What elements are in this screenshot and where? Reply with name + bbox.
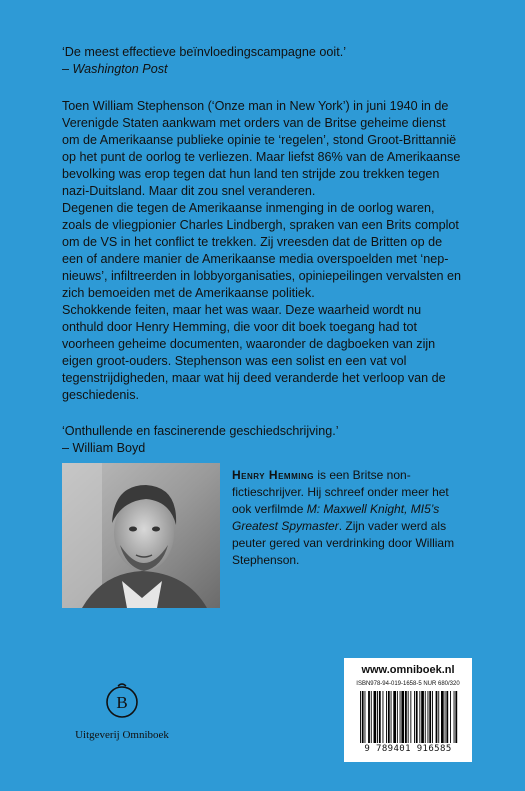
barcode-bar	[374, 691, 377, 743]
barcode-bar	[419, 691, 420, 743]
barcode-bar	[360, 691, 361, 743]
logo-letter: B	[116, 693, 128, 712]
barcode-bar	[362, 691, 364, 743]
blurb-body	[62, 98, 462, 404]
author-name: Henry Hemming	[232, 468, 314, 482]
barcode-bar	[410, 691, 411, 743]
barcode-bar	[371, 691, 372, 743]
barcode-bar	[421, 691, 424, 743]
top-quote-text: ‘De meest effectieve beïnvloedingscampagne ooit.’	[62, 45, 346, 59]
barcode-bar	[365, 691, 366, 743]
barcode-bar	[445, 691, 446, 743]
barcode-bar	[383, 691, 384, 743]
publisher-url: www.omniboek.nl	[361, 664, 455, 676]
barcode-bar	[416, 691, 418, 743]
barcode-bar	[368, 691, 370, 743]
barcode-digits: 9 789401 916585	[364, 744, 452, 754]
review-quote	[62, 423, 482, 457]
barcode-bar	[400, 691, 401, 743]
review-quote-source: – William Boyd	[62, 441, 146, 455]
barcode-bar	[446, 691, 448, 743]
barcode-bar	[429, 691, 431, 743]
publisher-logo	[62, 680, 182, 741]
barcode-bar	[408, 691, 409, 743]
barcode-bar	[438, 691, 439, 743]
barcode-bar	[401, 691, 404, 743]
author-bio-text-1: is een Britse non-fictieschrijver. Hij schreef onder meer het ook verfilmde	[232, 468, 449, 516]
blurb-paragraph-3: Schokkende feiten, maar het was waar. Deze waarheid wordt nu onthuld door Henry Hemming, die voor dit boek toegang had tot voorheen geheime documenten, waaronder de dagboeken van zijn eigen groot-ouders. Stephenson was een solist en een vat vol tegenstrijdigheden, maar wat hij deed veranderde het verloop van de geschiedenis.	[62, 303, 446, 402]
isbn-line: ISBN978-94-019-1658-5 NUR 680/320	[356, 681, 460, 687]
author-bio	[232, 467, 462, 569]
barcode-bar	[428, 691, 429, 743]
blurb-paragraph-2: Degenen die tegen de Amerikaanse inmenging in de oorlog waren, zoals de vliegpionier Charles Lindbergh, spraken van een Brits complot om de VS in het conflict te trekken. Zij vreesden dat de Britten op de een of andere manier de Amerikaanse media overspoelden met ‘nep-nieuws’, infiltreerden in lobbyorganisaties, opiniepeilingen vervalsten en zich bemoeiden met de Amerikaanse politiek.	[62, 201, 462, 300]
barcode-bar	[388, 691, 390, 743]
barcode-bar	[436, 691, 438, 743]
barcode-bar	[405, 691, 407, 743]
barcode-bar	[386, 691, 387, 743]
barcode-bar	[425, 691, 426, 743]
barcode-bar	[455, 691, 457, 743]
top-quote-dash: –	[62, 62, 73, 76]
top-quote-source-name: Washington Post	[72, 62, 168, 76]
author-photo	[62, 463, 220, 608]
barcode-bar	[441, 691, 444, 743]
barcode-bar	[414, 691, 415, 743]
author-portrait-image	[62, 463, 220, 608]
barcode-box	[344, 658, 472, 762]
barcode-bar	[450, 691, 451, 743]
barcode-image	[358, 691, 458, 743]
author-bio-text-2: . Zijn vader werd als peuter gered van verdrinking door William Stephenson.	[232, 519, 455, 567]
author-book-title: M: Maxwell Knight, MI5’s Greatest Spymaster	[232, 502, 440, 533]
barcode-bar	[377, 691, 378, 743]
publisher-name: Uitgeverij Omniboek	[75, 729, 169, 741]
barcode-bar	[391, 691, 392, 743]
review-quote-text: ‘Onthullende en fascinerende geschiedschrijving.’	[62, 424, 339, 438]
barcode-bar	[397, 691, 398, 743]
barcode-bar	[379, 691, 381, 743]
top-quote	[62, 44, 482, 78]
barcode-bar	[432, 691, 433, 743]
barcode-bar	[454, 691, 455, 743]
blurb-paragraph-1: Toen William Stephenson (‘Onze man in New York’) in juni 1940 in de Verenigde Staten aankwam met orders van de Britse geheime dienst om de Amerikaanse publieke opinie te ‘regelen’, stond Groot-Brittannië op het punt de oorlog te verliezen. Maar liefst 86% van de Amerikaanse bevolking was erop tegen dat hun land ten strijde zou trekken tegen nazi-Duitsland. Maar dit zou snel veranderen.	[62, 99, 461, 198]
top-quote-source	[62, 61, 482, 78]
omniboek-logo-icon	[104, 680, 140, 720]
barcode-bar	[393, 691, 396, 743]
